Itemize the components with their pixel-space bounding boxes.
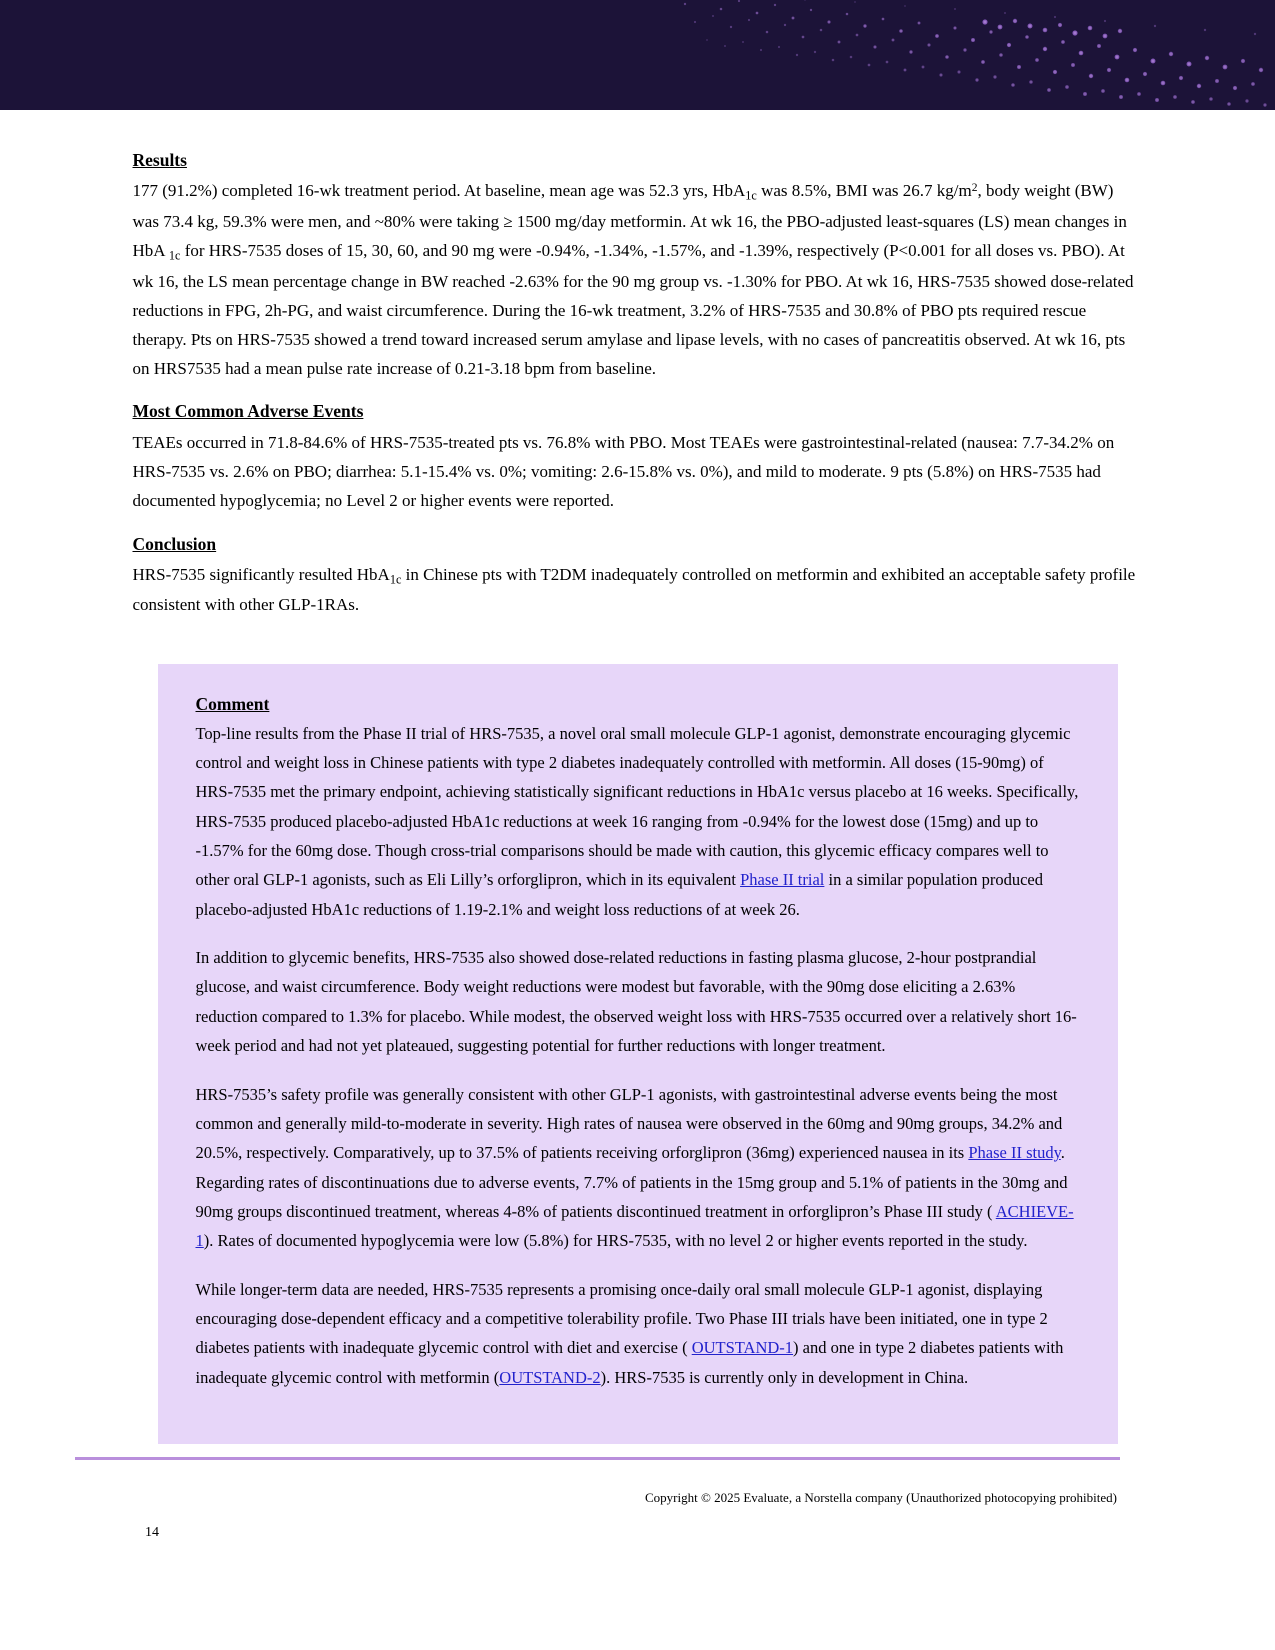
phase-ii-trial-link[interactable]: Phase II trial <box>740 870 825 890</box>
comment-p3-text-a: HRS-7535’s safety profile was generally consistent with other GLP-1 agonists, with gastrointestinal adverse events being the most common and generally mild-to-moderate in severity. High rates of nausea were observed in the 60mg and 90mg groups, 34.2% and 20.5%, respectively. Comparatively, up to 37.5% of patients receiving orforglipron (36mg) experienced nausea in its <box>195 1084 1063 1163</box>
comment-paragraph-2: In addition to glycemic benefits, HRS-7535 also showed dose-related reductions in fasting plasma glucose, 2-hour postprandial glucose, and waist circumference. Body weight reductions were modest but favorable, with the 90mg dose eliciting a 2.63% reduction compared to 1.3% for placebo. While modest, the observed weight loss with HRS-7535 occurred over a relatively short 16-week period and had not yet plateaued, suggesting potential for further reductions with longer treatment. <box>195 948 1077 1056</box>
hba1c-subscript-3: 1c <box>389 572 402 587</box>
conclusion-text-part-2: in Chinese pts with T2DM inadequately controlled on metformin and exhibited an acceptable safety profile consistent with other GLP-1RAs. <box>132 564 1136 615</box>
comment-p4-text-c: ). HRS-7535 is currently only in development in China. <box>600 1367 969 1387</box>
hba1c-subscript-1: 1c <box>745 188 757 203</box>
comment-p4-text-b: ) and one in type 2 diabetes patients with inadequate glycemic control with metformin ( <box>195 1338 1064 1387</box>
results-text-part-4: for HRS-7535 doses of 15, 30, 60, and 90 mg were -0.94%, -1.34%, -1.57%, and -1.39%, respectively (P<0.001 for all doses vs. PBO). At wk 16, the LS mean percentage change in BW reached -2.63% for the 90 mg group vs. -1.30% for PBO. At wk 16, HRS-7535 showed dose-related reductions in FPG, 2h-PG, and waist circumference. During the 16-wk treatment, 3.2% of HRS-7535 and 30.8% of PBO pts required rescue therapy. Pts on HRS-7535 showed a trend toward increased serum amylase and lipase levels, with no cases of pancreatitis observed. At wk 16, pts on HRS7535 had a mean pulse rate increase of 0.21-3.18 bpm from baseline. <box>132 241 1134 379</box>
page-header-banner <box>0 0 1275 110</box>
outstand-1-link[interactable]: OUTSTAND-1 <box>691 1338 794 1358</box>
results-text-part-3: , body weight (BW) was 73.4 kg, 59.3% were men, and ~80% were taking ≥ 1500 mg/day metformin. At wk 16, the PBO-adjusted least-squares (LS) mean changes in HbA <box>132 181 1127 261</box>
conclusion-paragraph <box>133 560 1143 620</box>
comment-p3-text-c: ). Rates of documented hypoglycemia were low (5.8%) for HRS-7535, with no level 2 or higher events reported in the study. <box>203 1231 1028 1251</box>
comment-p1-text-b: in a similar population produced placebo-adjusted HbA1c reductions of 1.19-2.1% and weight loss reductions of at week 26. <box>195 870 1043 919</box>
hba1c-subscript-2: 1c <box>168 248 181 263</box>
section-adverse-events <box>133 399 1143 515</box>
footer-divider-rule <box>75 1457 1120 1460</box>
particle-wave-decoration <box>655 0 1275 110</box>
achieve-1-link[interactable]: ACHIEVE-1 <box>195 1201 1074 1251</box>
adverse-events-paragraph: TEAEs occurred in 71.8-84.6% of HRS-7535-treated pts vs. 76.8% with PBO. Most TEAEs were gastrointestinal-related (nausea: 7.7-34.2% on HRS-7535 vs. 2.6% on PBO; diarrhea: 5.1-15.4% vs. 0%; vomiting: 2.6-15.8% vs. 0%), and mild to moderate. 9 pts (5.8%) on HRS-7535 had documented hypoglycemia; no Level 2 or higher events were reported. <box>132 432 1115 511</box>
footer-copyright-text: Copyright © 2025 Evaluate, a Norstella company (Unauthorized photocopying prohibited) <box>645 1490 1117 1505</box>
comment-p4-text-a: While longer-term data are needed, HRS-7535 represents a promising once-daily oral small molecule GLP-1 agonist, displaying encouraging dose-dependent efficacy and a competitive tolerability profile. Two Phase III trials have been initiated, one in type 2 diabetes patients with inadequate glycemic control with diet and exercise ( <box>195 1279 1048 1358</box>
comment-paragraph-4 <box>196 1275 1080 1392</box>
page-content <box>0 110 1275 1444</box>
section-heading-adverse-events: Most Common Adverse Events <box>132 401 364 422</box>
comment-callout-box <box>158 664 1118 1445</box>
phase-ii-study-link[interactable]: Phase II study <box>968 1143 1061 1163</box>
section-results <box>133 148 1143 383</box>
comment-heading: Comment <box>195 693 270 714</box>
section-conclusion <box>133 532 1143 620</box>
page-number: 14 <box>145 1525 159 1540</box>
comment-p3-text-b: . Regarding rates of discontinuations due to adverse events, 7.7% of patients in the 15mg group and 5.1% of patients in the 30mg and 90mg groups discontinued treatment, whereas 4-8% of patients discontinued treatment in orforglipron’s Phase III study ( <box>195 1143 1068 1221</box>
results-text-part-2: was 8.5%, BMI was 26.7 kg/m <box>756 181 972 201</box>
comment-p1-text-a: Top-line results from the Phase II trial of HRS-7535, a novel oral small molecule GLP-1 agonist, demonstrate encouraging glycemic control and weight loss in Chinese patients with type 2 diabetes inadequately controlled with metformin. All doses (15-90mg) of HRS-7535 met the primary endpoint, achieving statistically significant reductions in HbA1c versus placebo at 16 weeks. Specifically, HRS-7535 produced placebo-adjusted HbA1c reductions at week 16 ranging from -0.94% for the lowest dose (15mg) and up to -1.57% for the 60mg dose. Though cross-trial comparisons should be made with caution, this glycemic efficacy compares well to other oral GLP-1 agonists, such as Eli Lilly’s orforglipron, which in its equivalent <box>195 723 1079 890</box>
square-superscript: 2 <box>971 181 978 195</box>
results-paragraph <box>133 176 1143 383</box>
page-footer <box>0 1435 1275 1650</box>
results-text-part-1: 177 (91.2%) completed 16-wk treatment period. At baseline, mean age was 52.3 yrs, HbA <box>132 181 746 201</box>
conclusion-text-part-1: HRS-7535 significantly resulted HbA <box>132 564 390 584</box>
section-heading-results: Results <box>132 150 187 170</box>
comment-paragraph-3 <box>196 1080 1080 1256</box>
section-heading-conclusion: Conclusion <box>132 533 217 554</box>
comment-paragraph-1 <box>196 719 1080 925</box>
document-body <box>133 110 1143 620</box>
outstand-2-link[interactable]: OUTSTAND-2 <box>499 1367 601 1387</box>
